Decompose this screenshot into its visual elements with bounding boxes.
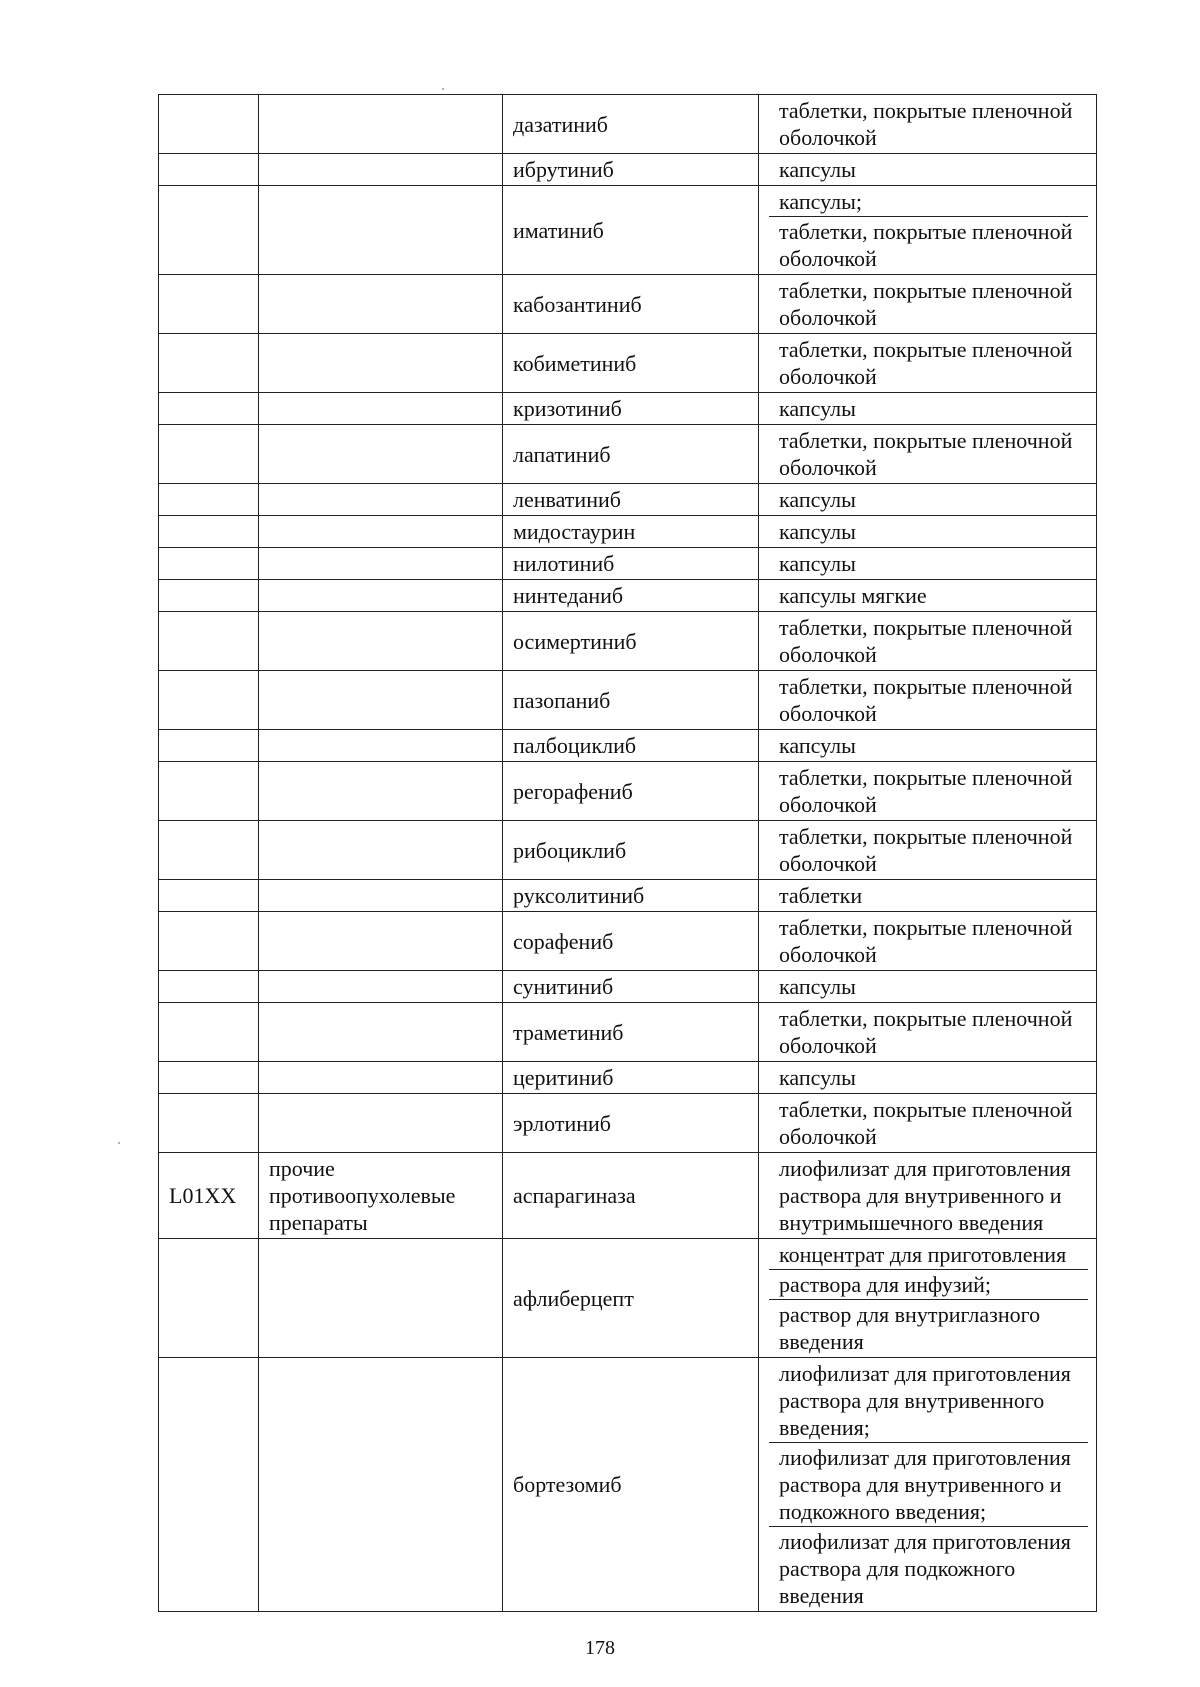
atc-code-cell [159,880,259,912]
dosage-form-cell [759,762,1097,821]
table-row [159,821,1097,880]
dosage-form-cell [759,1358,1097,1612]
dosage-form-text: таблетки, покрытые пленочной оболочкой [779,1006,1073,1058]
dosage-form-text: лиофилизат для приготовления раствора для внутривенного введения; [779,1361,1071,1440]
drug-name-cell: ибрутиниб [503,154,759,186]
pharm-group-cell [259,275,503,334]
drug-name-cell: ленватиниб [503,484,759,516]
dosage-form-text: раствор для внутриглазного введения [769,1299,1088,1356]
dosage-form-text: таблетки, покрытые пленочной оболочкой [779,824,1073,876]
pharm-group-cell [259,484,503,516]
pharm-group-cell [259,393,503,425]
drug-name-cell: кобиметиниб [503,334,759,393]
scan-speck [118,1142,120,1144]
pharm-group-cell [259,334,503,393]
pharm-group-cell [259,95,503,154]
table-row [159,425,1097,484]
pharm-group-cell: прочие противоопухолевые препараты [259,1153,503,1239]
table-row [159,1062,1097,1094]
dosage-form-cell [759,186,1097,275]
atc-code-cell [159,1358,259,1612]
pharm-group-cell [259,1062,503,1094]
dosage-form-cell [759,821,1097,880]
dosage-form-text: таблетки, покрытые пленочной оболочкой [779,428,1073,480]
atc-code-cell [159,1062,259,1094]
table-row [159,334,1097,393]
drug-name-cell: нинтеданиб [503,580,759,612]
table-row [159,880,1097,912]
drug-name-cell: рибоциклиб [503,821,759,880]
table-row [159,484,1097,516]
pharm-group-cell [259,821,503,880]
dosage-form-cell [759,1239,1097,1358]
dosage-form-text: таблетки, покрытые пленочной оболочкой [779,278,1073,330]
table-row [159,580,1097,612]
atc-code-cell: L01XX [159,1153,259,1239]
dosage-form-text: капсулы [779,1065,856,1090]
table-row [159,516,1097,548]
pharm-group-cell [259,1358,503,1612]
drug-name-cell: регорафениб [503,762,759,821]
dosage-form-cell [759,275,1097,334]
drug-name-cell: кабозантиниб [503,275,759,334]
table-row [159,762,1097,821]
table-row [159,548,1097,580]
atc-code-cell [159,1239,259,1358]
dosage-form-cell [759,1153,1097,1239]
drug-table [158,94,1097,1612]
pharm-group-cell [259,1239,503,1358]
dosage-form-text: капсулы [779,733,856,758]
drug-name-cell: церитиниб [503,1062,759,1094]
dosage-form-text: капсулы; [779,189,862,214]
drug-name-cell: иматиниб [503,186,759,275]
pharm-group-cell [259,971,503,1003]
table-row [159,1358,1097,1612]
dosage-form-text: капсулы [779,157,856,182]
pharm-group-cell [259,1003,503,1062]
dosage-form-text: таблетки, покрытые пленочной оболочкой [779,98,1073,150]
dosage-form-cell [759,154,1097,186]
dosage-form-text: капсулы [779,974,856,999]
drug-name-cell: палбоциклиб [503,730,759,762]
drug-name-cell: траметиниб [503,1003,759,1062]
drug-name-cell: бортезомиб [503,1358,759,1612]
table-row [159,154,1097,186]
atc-code-cell [159,1003,259,1062]
table-row [159,95,1097,154]
dosage-form-cell [759,95,1097,154]
atc-code-cell [159,580,259,612]
pharm-group-cell [259,730,503,762]
drug-name-cell: эрлотиниб [503,1094,759,1153]
dosage-form-text: таблетки, покрытые пленочной оболочкой [779,765,1073,817]
drug-name-cell: мидостаурин [503,516,759,548]
dosage-form-cell [759,1003,1097,1062]
pharm-group-cell [259,762,503,821]
dosage-form-text: капсулы мягкие [779,583,927,608]
page-number: 178 [585,1637,615,1659]
atc-code-cell [159,762,259,821]
drug-name-cell: лапатиниб [503,425,759,484]
atc-code-cell [159,484,259,516]
drug-name-cell: кризотиниб [503,393,759,425]
table-row [159,1153,1097,1239]
dosage-form-cell [759,612,1097,671]
atc-code-cell [159,425,259,484]
dosage-form-text: раствора для инфузий; [769,1269,1088,1299]
atc-code-cell [159,730,259,762]
dosage-form-text: капсулы [779,487,856,512]
scan-speck [442,88,444,90]
table-row [159,612,1097,671]
dosage-form-cell [759,516,1097,548]
atc-code-cell [159,912,259,971]
atc-code-cell [159,334,259,393]
pharm-group-cell [259,612,503,671]
atc-code-cell [159,612,259,671]
pharm-group-cell [259,516,503,548]
dosage-form-cell [759,548,1097,580]
dosage-form-text: таблетки [779,883,863,908]
pharm-group-cell [259,580,503,612]
dosage-form-text: таблетки, покрытые пленочной оболочкой [779,337,1073,389]
dosage-form-text: концентрат для приготовления [779,1242,1067,1267]
drug-name-cell: аспарагиназа [503,1153,759,1239]
atc-code-cell [159,95,259,154]
table-row [159,671,1097,730]
pharm-group-cell [259,425,503,484]
drug-name-cell: сорафениб [503,912,759,971]
dosage-form-cell [759,971,1097,1003]
dosage-form-cell [759,671,1097,730]
pharm-group-cell [259,1094,503,1153]
dosage-form-text: капсулы [779,519,856,544]
dosage-form-cell [759,730,1097,762]
table-row [159,1239,1097,1358]
table-row [159,186,1097,275]
drug-name-cell: афлиберцепт [503,1239,759,1358]
drug-name-cell: дазатиниб [503,95,759,154]
atc-code-cell [159,1094,259,1153]
dosage-form-text: лиофилизат для приготовления раствора для внутривенного и внутримышечного введения [779,1156,1071,1235]
drug-name-cell: пазопаниб [503,671,759,730]
dosage-form-text: таблетки, покрытые пленочной оболочкой [779,674,1073,726]
drug-name-cell: осимертиниб [503,612,759,671]
dosage-form-text: капсулы [779,396,856,421]
table-row [159,1094,1097,1153]
pharm-group-cell [259,154,503,186]
dosage-form-cell [759,334,1097,393]
dosage-form-cell [759,425,1097,484]
dosage-form-text: таблетки, покрытые пленочной оболочкой [779,915,1073,967]
table-row [159,393,1097,425]
dosage-form-text: таблетки, покрытые пленочной оболочкой [779,1097,1073,1149]
dosage-form-cell [759,880,1097,912]
atc-code-cell [159,971,259,1003]
pharm-group-cell [259,671,503,730]
atc-code-cell [159,186,259,275]
table-row [159,1003,1097,1062]
dosage-form-cell [759,912,1097,971]
dosage-form-cell [759,484,1097,516]
dosage-form-text: таблетки, покрытые пленочной оболочкой [769,216,1088,273]
atc-code-cell [159,671,259,730]
dosage-form-cell [759,393,1097,425]
pharm-group-cell [259,880,503,912]
dosage-form-text: капсулы [779,551,856,576]
dosage-form-text: таблетки, покрытые пленочной оболочкой [779,615,1073,667]
drug-name-cell: руксолитиниб [503,880,759,912]
table-row [159,912,1097,971]
table-row [159,730,1097,762]
table-row [159,971,1097,1003]
atc-code-cell [159,821,259,880]
dosage-form-text: лиофилизат для приготовления раствора для подкожного введения [769,1526,1088,1610]
pharm-group-cell [259,186,503,275]
dosage-form-cell [759,580,1097,612]
atc-code-cell [159,275,259,334]
table-row [159,275,1097,334]
dosage-form-cell [759,1062,1097,1094]
drug-name-cell: нилотиниб [503,548,759,580]
atc-code-cell [159,154,259,186]
drug-table-body [159,95,1097,1612]
atc-code-cell [159,548,259,580]
drug-name-cell: сунитиниб [503,971,759,1003]
atc-code-cell [159,393,259,425]
pharm-group-cell [259,912,503,971]
dosage-form-text: лиофилизат для приготовления раствора для внутривенного и подкожного введения; [769,1442,1088,1526]
dosage-form-cell [759,1094,1097,1153]
atc-code-cell [159,516,259,548]
pharm-group-cell [259,548,503,580]
